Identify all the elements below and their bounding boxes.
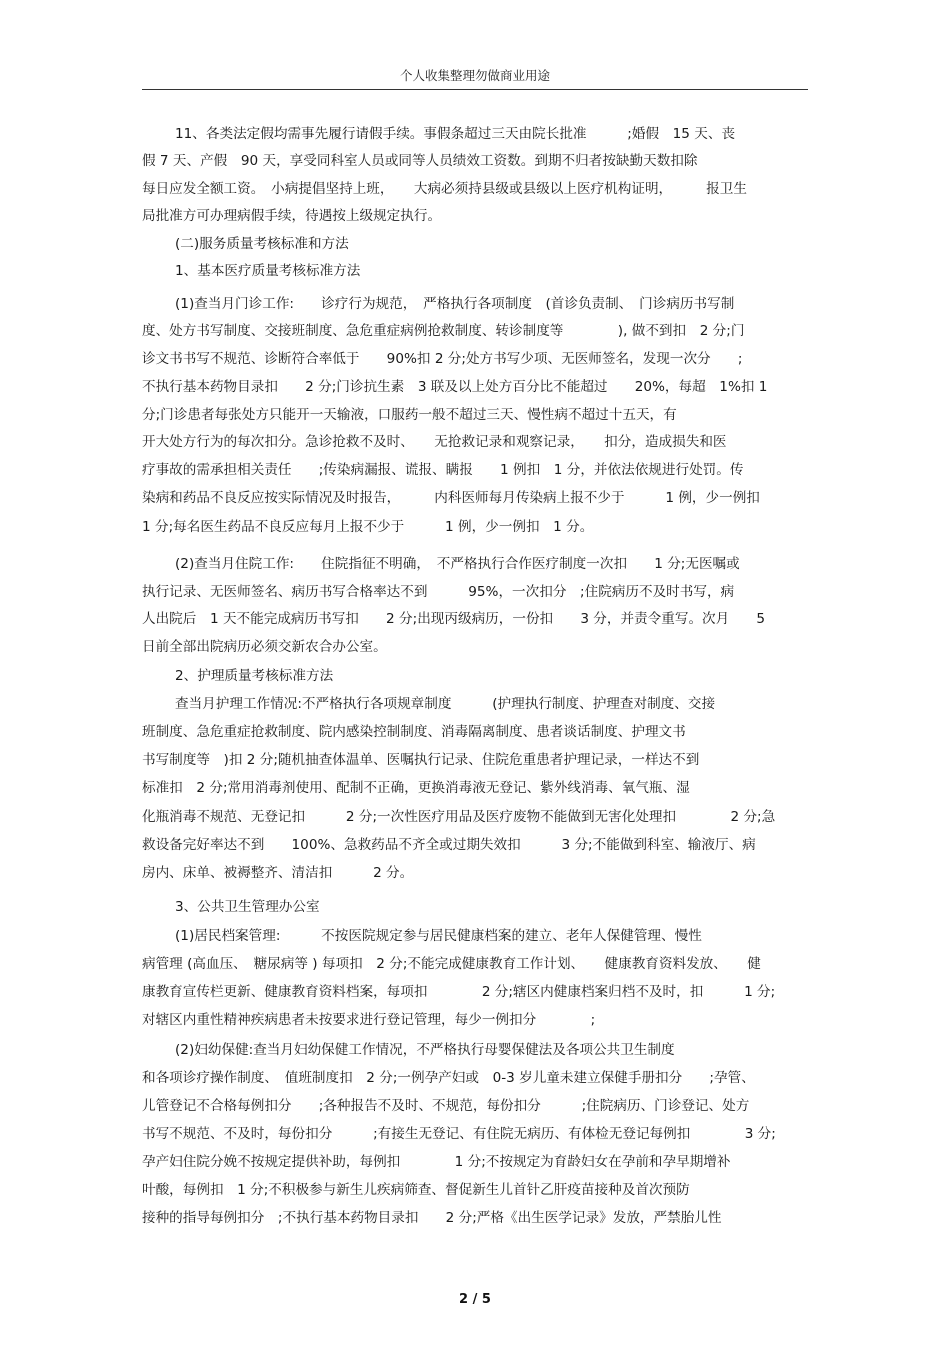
text-line: 房内、床单、被褥整齐、清洁扣 2 分。 (142, 865, 414, 881)
text-line: (2)妇幼保健:查当月妇幼保健工作情况，不严格执行母婴保健法及各项公共卫生制度 (175, 1042, 675, 1058)
text-line: (1)居民档案管理: 不按医院规定参与居民健康档案的建立、老年人保健管理、慢性 (175, 928, 702, 944)
text-line: (二)服务质量考核标准和方法 (175, 236, 349, 252)
text-line: (1)查当月门诊工作: 诊疗行为规范， 严格执行各项制度 (首诊负责制、 门诊病历书写制 (175, 296, 735, 312)
text-line: 分;门诊患者每张处方只能开一天输液，口服药一般不超过三天、慢性病不超过十五天，有 (142, 407, 677, 423)
text-line: 1 分;每名医生药品不良反应每月上报不少于 1 例，少一例扣 1 分。 (142, 519, 594, 535)
text-line: 局批准方可办理病假手续，待遇按上级规定执行。 (142, 208, 442, 224)
text-line: 接种的指导每例扣分 ;不执行基本药物目录扣 2 分;严格《出生医学记录》发放，严禁胎儿性 (142, 1210, 722, 1226)
text-line: 书写制度等 )扣 2 分;随机抽查体温单、医嘱执行记录、住院危重患者护理记录，一样达不到 (142, 752, 700, 768)
text-line: 人出院后 1 天不能完成病历书写扣 2 分;出现丙级病历，一份扣 3 分，并责令重写。次月 5 (142, 611, 766, 627)
text-line: 对辖区内重性精神疾病患者未按要求进行登记管理，每少一例扣分 ; (142, 1012, 596, 1028)
text-line: 1、基本医疗质量考核标准方法 (175, 263, 361, 279)
text-line: 3、公共卫生管理办公室 (175, 899, 320, 915)
text-line: 叶酸，每例扣 1 分;不积极参与新生儿疾病筛查、督促新生儿首针乙肝疫苗接种及首次预防 (142, 1182, 690, 1198)
text-line: 标准扣 2 分;常用消毒剂使用、配制不正确，更换消毒液无登记、紫外线消毒、氧气瓶、湿 (142, 780, 690, 796)
text-line: 执行记录、无医师签名、病历书写合格率达不到 95%，一次扣分 ;住院病历不及时书写，病 (142, 584, 735, 600)
text-line: 染病和药品不良反应按实际情况及时报告， 内科医师每月传染病上报不少于 1 例，少一例扣 (142, 490, 760, 506)
text-line: 化瓶消毒不规范、无登记扣 2 分;一次性医疗用品及医疗废物不能做到无害化处理扣 2 分;急 (142, 809, 776, 825)
text-line: 查当月护理工作情况:不严格执行各项规章制度 (护理执行制度、护理查对制度、交接 (175, 696, 716, 712)
page-header: 个人收集整理勿做商业用途 (399, 68, 550, 83)
text-line: 开大处方行为的每次扣分。急诊抢救不及时、 无抢救记录和观察记录， 扣分，造成损失和医 (142, 434, 727, 450)
text-line: 和各项诊疗操作制度、 值班制度扣 2 分;一例孕产妇或 0-3 岁儿童未建立保健手册扣分 ;孕管、 (142, 1070, 755, 1086)
text-line: 11、各类法定假均需事先履行请假手续。事假条超过三天由院长批准 ;婚假 15 天、丧 (175, 126, 736, 142)
text-line: 儿管登记不合格每例扣分 ;各种报告不及时、不规范，每份扣分 ;住院病历、门诊登记、处方 (142, 1098, 750, 1114)
text-line: 假 7 天、产假 90 天，享受同科室人员或同等人员绩效工资数。到期不归者按缺勤天数扣除 (142, 153, 698, 169)
text-line: 康教育宣传栏更新、健康教育资料档案，每项扣 2 分;辖区内健康档案归档不及时，扣 1 分; (142, 984, 776, 1000)
text-line: 每日应发全额工资。 小病提倡坚持上班， 大病必须持县级或县级以上医疗机构证明， 报卫生 (142, 181, 747, 197)
text-line: 日前全部出院病历必须交新农合办公室。 (142, 639, 387, 655)
text-line: 孕产妇住院分娩不按规定提供补助，每例扣 1 分;不按规定为育龄妇女在孕前和孕早期增补 (142, 1154, 731, 1170)
text-line: (2)查当月住院工作: 住院指征不明确， 不严格执行合作医疗制度一次扣 1 分;无医嘱或 (175, 556, 740, 572)
text-line: 诊文书书写不规范、诊断符合率低于 90%扣 2 分;处方书写少项、无医师签名，发现一次分 ; (142, 351, 743, 367)
text-line: 度、处方书写制度、交接班制度、急危重症病例抢救制度、转诊制度等 ), 做不到扣 2 分;门 (142, 323, 745, 339)
text-line: 疗事故的需承担相关责任 ;传染病漏报、谎报、瞒报 1 例扣 1 分，并依法依规进行处罚。传 (142, 462, 744, 478)
text-line: 救设备完好率达不到 100%、急救药品不齐全或过期失效扣 3 分;不能做到科室、输液厅、病 (142, 837, 756, 853)
text-line: 病管理 (高血压、 糖尿病等 ) 每项扣 2 分;不能完成健康教育工作计划、 健康教育资料发放、 健 (142, 956, 761, 972)
page-number: 2 / 5 (459, 1292, 491, 1307)
text-line: 班制度、急危重症抢救制度、院内感染控制制度、消毒隔离制度、患者谈话制度、护理文书 (142, 724, 686, 740)
text-line: 2、护理质量考核标准方法 (175, 668, 334, 684)
text-line: 书写不规范、不及时，每份扣分 ;有接生无登记、有住院无病历、有体检无登记每例扣 3 分; (142, 1126, 776, 1142)
text-line: 不执行基本药物目录扣 2 分;门诊抗生素 3 联及以上处方百分比不能超过 20%，每超 1%扣 1 (142, 379, 768, 395)
